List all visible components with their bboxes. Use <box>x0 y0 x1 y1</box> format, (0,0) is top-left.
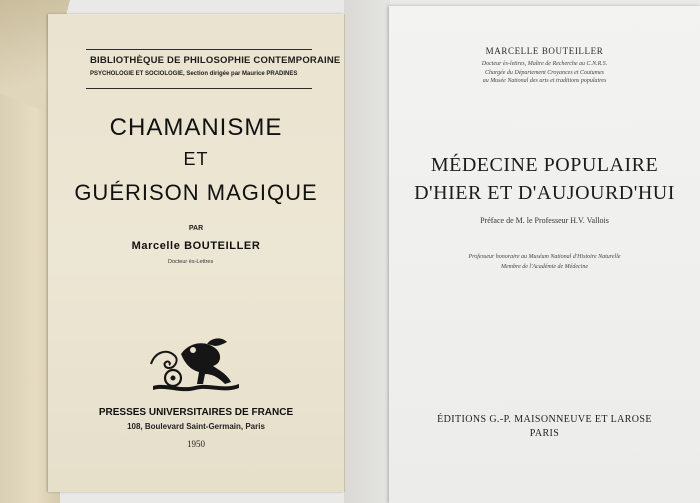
publisher-emblem-icon <box>145 334 245 394</box>
cover-year: 1950 <box>187 439 205 449</box>
page-preface: Préface de M. le Professeur H.V. Vallois <box>480 216 609 225</box>
series-title: BIBLIOTHÈQUE DE PHILOSOPHIE CONTEMPORAINE <box>90 55 341 66</box>
page-professor-1: Professeur honoraire au Muséum National d'Histoire Naturelle <box>468 254 621 260</box>
cover-by: PAR <box>188 225 204 232</box>
background-surface <box>344 0 390 503</box>
cover-title-line-2: ET <box>183 149 209 169</box>
title-page-medecine-populaire <box>389 6 700 503</box>
page-author: MARCELLE BOUTEILLER <box>485 46 604 56</box>
cover-author: Marcelle BOUTEILLER <box>131 240 261 252</box>
series-subtitle: PSYCHOLOGIE ET SOCIOLOGIE, Section dirigée par Maurice PRADINES <box>90 71 298 77</box>
page-title-line-2: D'HIER ET D'AUJOURD'HUI <box>414 182 675 204</box>
page-credential-1: Docteur ès-lettres, Maître de Recherche au C.N.R.S. <box>481 61 608 67</box>
page-professor-2: Membre de l'Académie de Médecine <box>500 264 589 270</box>
book-cover-chamanisme <box>48 14 344 492</box>
cover-title-line-1: CHAMANISME <box>109 114 283 141</box>
cover-author-title: Docteur ès-Lettres <box>168 259 214 265</box>
page-editions: ÉDITIONS G.-P. MAISONNEUVE ET LAROSE <box>437 414 652 425</box>
series-box <box>86 49 341 89</box>
cover-publisher: PRESSES UNIVERSITAIRES DE FRANCE <box>98 407 294 418</box>
page-title-line-1: MÉDECINE POPULAIRE <box>430 154 659 176</box>
page-city: PARIS <box>529 428 560 439</box>
page-credential-2: Chargée du Département Croyances et Coutumes <box>484 70 605 76</box>
page-credential-3: au Musée National des arts et traditions populaires <box>482 78 607 84</box>
cover-address: 108, Boulevard Saint-Germain, Paris <box>127 422 265 431</box>
cover-title-line-3: GUÉRISON MAGIQUE <box>74 180 318 205</box>
